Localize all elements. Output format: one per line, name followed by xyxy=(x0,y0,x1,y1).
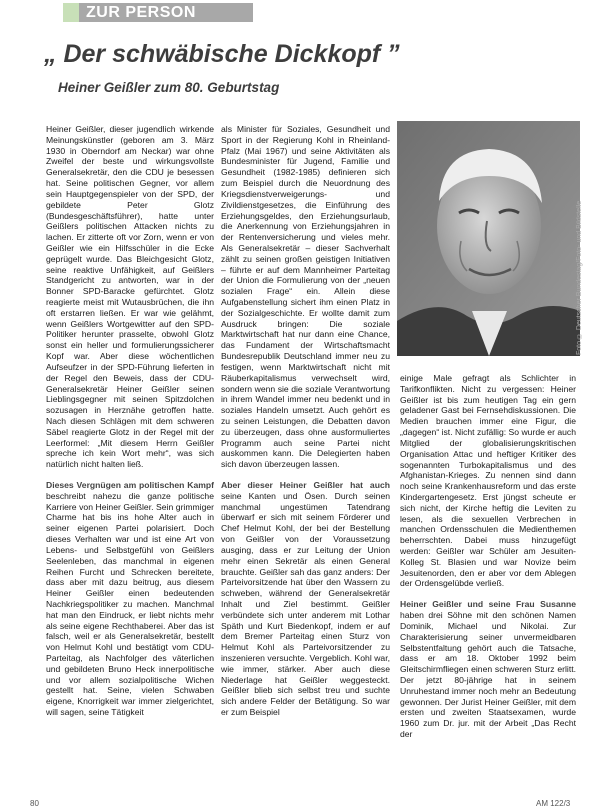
portrait-image xyxy=(397,121,580,356)
paragraph-lead: Heiner Geißler und seine Frau Susanne xyxy=(400,599,576,610)
paragraph: einige Male gefragt als Schlichter in Tarifkonflikten. Nicht zu vergessen: Heiner Geißler ist bis zum heutigen Tag ein gern geladener Gast bei Fernsehdiskussionen. Die Medien brauchen immer eine Figur, die „dagegen“ ist. Nicht zufällig: So wurde er auch Mitglied der globalisierungskritischen Organisation Attac und heftiger Kritiker des sogenannten Turbokapitalismus und des Afghanistan-Krieges. Zu nennen sind dann noch seine Krankenhausreform und das erste Kindergartengesetz. Erst jüngst scheute er sich nicht, der Kirche heftig die Leviten zu lesen, als die sexuellen Verbrechen in manchen Ordensschulen die Medienthemen beherrschten. Dabei muss hinzugefügt werden: Geißler war Schüler am Jesuiten-Kolleg St. Blasien und war Novize beim Jesuitenorden, den er aber vor dem Ablegen der Ordensgelübde verließ. xyxy=(400,373,576,589)
text-column-3 xyxy=(400,373,576,796)
paragraph-body: haben drei Söhne mit den schönen Namen Dominik, Michael und Nikolai. Zur Charakterisierung seiner unvermeidbaren Selbstentfaltung gehört auch die Tatsache, dass er am 18. Oktober 1992 beim Gleitschirmfliegen einen schweren Sturz erlitt. Der jetzt 80-jährige hat in seinem Unruhestand immer noch mehr an Bedeutung gewonnen. Der Jurist Heiner Geißler, mit dem ersten und zweiten Staatsexamen, wurde 1960 zum Dr. jur. mit der Arbeit „Das Recht der xyxy=(400,610,576,739)
photo-credit: Foto © Deutscher Bundestag/Foto- und Bildstelle xyxy=(576,200,583,355)
article-subheadline: Heiner Geißler zum 80. Geburtstag xyxy=(58,80,280,95)
rubric-label: ZUR PERSON xyxy=(86,4,196,21)
paragraph-body: beschreibt nahezu die ganze politische Karriere von Heiner Geißler. Sein grimmiger Charme hat bis ins hohe Alter auch in seiner eigenen Partei polarisiert. Doch dieses Verhalten war und ist eine Art von Lebens- und Selbstgefühl von Geißlers Seelenleben, das manchmal in eigenen Reihen Furcht und Schrecken bereitete, dass aber mit dazu beitrug, aus diesem Heiner Geißler einen bedeutenden Nachkriegspolitiker zu machen. Manchmal hat man den Eindruck, er liebt nichts mehr als seine eigene Rechthaberei. Aber das ist falsch, weil er als Generalsekretär, bestellt von Helmut Kohl und bestätigt vom CDU-Parteitag, als Nachfolger des väterlichen und gebildeten Bruno Heck innerpolitische und vor allem sozialpolitische Wichen gestellt hat. Seine, vielen Schwaben eigene, Knorrigkeit war immer zielgerichtet, will sagen, seine Tätigkeit xyxy=(46,490,214,718)
paragraph xyxy=(400,599,576,740)
paragraph xyxy=(221,480,390,718)
article-headline: „ Der schwäbische Dickkopf ” xyxy=(44,40,400,68)
paragraph-lead: Dieses Vergnügen am politischen Kampf xyxy=(46,480,214,490)
text-column-1 xyxy=(46,124,214,794)
page-number: 80 xyxy=(30,799,39,808)
paragraph: Heiner Geißler, dieser jugendlich wirkende Meinungskünstler (geboren am 3. März 1930 in Oberndorf am Neckar) war ohne Zweifel der beste und wirkungsvollste Generalsekretär, den die CDU je besessen hat. Seine politischen Gegner, vor allem sein Hauptgegenspieler von der SPD, der gebildete Peter Glotz (Bundesgeschäftsführer), hatte unter Geißlers politischen Attacken nichts zu lachen. Er zitterte oft vor Zorn, wenn er von Geißler wie ein Hilfsschüler in die Ecke geprügelt wurde. Das Bleichgesicht Glotz, seine reaktive Unfähigkeit, auf Geißlers Standgericht zu antworten, war in der Bonner SPD-Baracke gefürchtet. Glotz reagierte meist mit Wutausbrüchen, die ihn oft erstarren ließen. Er war wie gelähmt, wenn Geißlers Wortgewitter auf den SPD-Politiker herunter prasselte, obwohl Glotz sonst ein heller und formulierungssicherer Kopf war. Aber diese wöchentlichen Aufseufzer in der SPD-Führung lieferten in der Regel den Beweis, dass der CDU-Generalsekretär Heiner Geißler seinen Lieblingsgegner mit seinen Spitzdolchen sozusagen in Herznähe getroffen hatte. Nach diesen Schlägen mit dem schweren Säbel reagierte Glotz in der Regel mit der Leerformel: „Mit diesem Herrn Geißler spreche ich kein Wort mehr“, was sich natürlich nicht halten ließ. xyxy=(46,124,214,470)
issue-label: AM 122/3 xyxy=(536,799,571,808)
paragraph-body: seine Kanten und Ösen. Durch seinen manchmal ungestümen Tatendrang überwarf er sich mit seinem Förderer und Chef Helmut Kohl, der bei der Bestellung von Geißler von der Voraussetzung ausging, dass er zur Leitung der Union mehr einen Sekretär als einen General brauchte. Geißler sah das ganz anders: Der Parteivorsitzende hat über den Wassern zu schweben, während der Generalsekretär Inhalt und Ziel bestimmt. Geißler verbündete sich unter anderem mit Lothar Späth und Kurt Biedenkopf, indem er auf dem Bremer Parteitag einen Sturz von Helmut Kohl als Parteivorsitzender zu inszenieren versuchte. Vergeblich. Kohl war, wie immer, stärker. Aber auch diese Niederlage hat Geißler weggesteckt. Geißler blieb sich selbst treu und suchte sich andere Felder der Betätigung. So war er zum Beispiel xyxy=(221,490,390,718)
paragraph xyxy=(46,480,214,718)
portrait-photo xyxy=(397,121,580,356)
text-column-2 xyxy=(221,124,390,796)
paragraph: als Minister für Soziales, Gesundheit und Sport in der Regierung Kohl in Rheinland-Pfalz (Mai 1967) und seine Aktivitäten als Bundesminister für Jugend, Familie und Gesundheit (1982-1985) definieren sich zum Beispiel durch die Neuordnung des Kriegsdienstverweigerungs- und Zivildienstgesetzes, die Einführung des Erziehungsgeldes, den Erziehungsurlaub, die Anerkennung von Erziehungsjahren in der Rentenversicherung und vieles mehr. Als Generalsekretär – dieser Sachverhalt zählt zu seinen großen geistigen Initiativen – führte er auf dem Mannheimer Parteitag der Union die Formulierung von der „neuen sozialen Frage“ ein. Allein diese Aufgabenstellung sichert ihm einen Platz in der Sozialgeschichte. Er wollte damit zum Ausdruck bringen: Die soziale Marktwirtschaft hat nur dann eine Chance, das Fundament der Wirtschaftsmacht Bundesrepublik Deutschland immer neu zu festigen, wenn Marktwirtschaft nicht mit Räuberkapitalismus verwechselt wird, sondern wenn sie die soziale Verantwortung in ihrem Wandel immer neu bedenkt und in soziales Handeln umsetzt. Auch gehört es zu seinen Leistungen, die Debatten davon zu überzeugen, dass ohne ausformuliertes Programm auch seine Partei nicht auskommen kann. Die Delegierten haben sich davon überzeugen lassen. xyxy=(221,124,390,470)
rubric-accent xyxy=(63,3,79,22)
paragraph-lead: Aber dieser Heiner Geißler hat auch xyxy=(221,480,390,490)
